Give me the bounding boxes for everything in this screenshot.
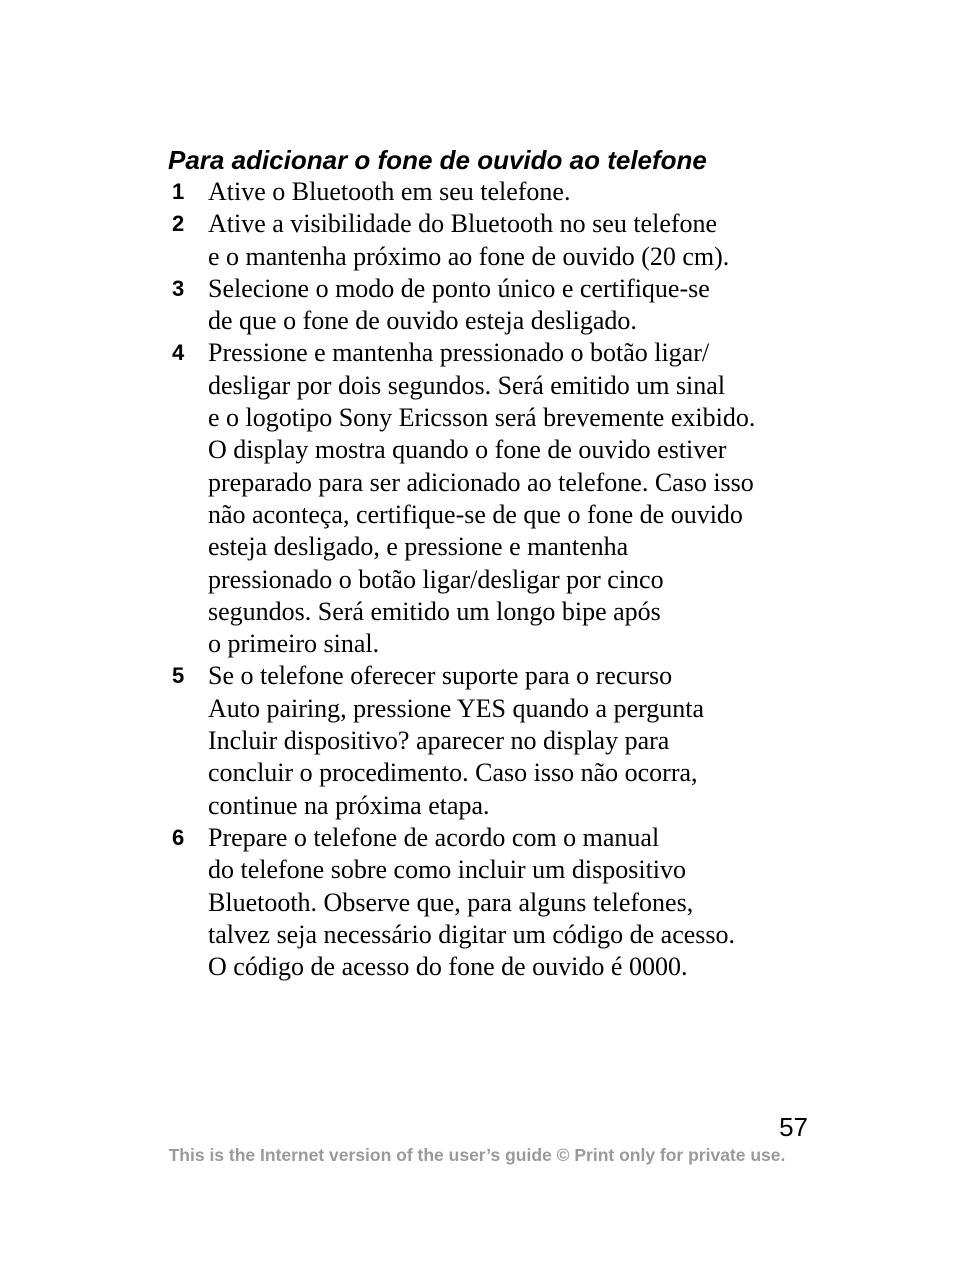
step-line: Auto pairing, pressione YES quando a pergunta — [208, 693, 705, 723]
page-number: 57 — [779, 1112, 808, 1142]
step-text — [208, 337, 755, 660]
step-line: Incluir dispositivo? aparecer no display para — [208, 726, 670, 756]
step-line: Se o telefone oferecer suporte para o recurso — [208, 661, 673, 691]
step-3 — [168, 273, 755, 338]
step-number: 2 — [172, 211, 185, 237]
step-4 — [168, 337, 755, 660]
step-number: 5 — [172, 663, 185, 689]
step-line: esteja desligado, e pressione e mantenha — [208, 532, 629, 562]
step-line: de que o fone de ouvido esteja desligado. — [208, 306, 637, 336]
step-line: Ative a visibilidade do Bluetooth no seu telefone — [208, 209, 718, 239]
step-6 — [168, 822, 755, 983]
step-line: Selecione o modo de ponto único e certifique-se — [208, 273, 710, 303]
step-line: Ative o Bluetooth em seu telefone. — [208, 177, 571, 206]
step-number: 6 — [172, 824, 185, 850]
step-line: desligar por dois segundos. Será emitido um sinal — [208, 370, 726, 400]
step-number: 3 — [172, 275, 185, 301]
step-text — [208, 273, 755, 338]
step-line: e o logotipo Sony Ericsson será brevemente exibido. — [208, 403, 756, 433]
step-line: continue na próxima etapa. — [208, 790, 490, 820]
footer-notice: This is the Internet version of the user’s guide © Print only for private use. — [168, 1145, 786, 1165]
step-line: pressionado o botão ligar/desligar por cinco — [208, 564, 664, 594]
step-line: talvez seja necessário digitar um código de acesso. — [208, 919, 736, 949]
step-line: do telefone sobre como incluir um dispositivo — [208, 855, 687, 885]
step-text — [208, 208, 755, 273]
step-number: 1 — [172, 179, 185, 204]
step-text — [208, 822, 755, 983]
step-line: o primeiro sinal. — [208, 629, 380, 659]
step-text — [208, 660, 755, 821]
step-line: concluir o procedimento. Caso isso não ocorra, — [208, 758, 698, 788]
step-line: Pressione e mantenha pressionado o botão ligar/ — [208, 338, 710, 368]
step-line: O código de acesso do fone de ouvido é 0000. — [208, 952, 688, 982]
step-text — [208, 176, 755, 208]
step-line: Bluetooth. Observe que, para alguns telefones, — [208, 887, 694, 917]
steps-list — [168, 176, 755, 983]
step-line: O display mostra quando o fone de ouvido estiver — [208, 435, 727, 465]
step-line: segundos. Será emitido um longo bipe após — [208, 596, 661, 626]
step-line: Prepare o telefone de acordo com o manual — [208, 822, 660, 852]
step-line: preparado para ser adicionado ao telefone. Caso isso — [208, 467, 754, 497]
section-heading: Para adicionar o fone de ouvido ao telefone — [168, 145, 707, 175]
step-1 — [168, 176, 755, 208]
step-line: e o mantenha próximo ao fone de ouvido (20 cm). — [208, 241, 730, 271]
step-number: 4 — [172, 340, 185, 366]
step-line: não aconteça, certifique-se de que o fone de ouvido — [208, 499, 743, 529]
step-5 — [168, 660, 755, 821]
step-2 — [168, 208, 755, 273]
